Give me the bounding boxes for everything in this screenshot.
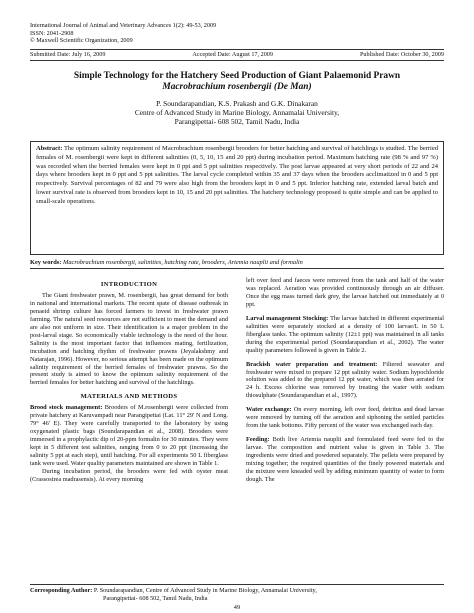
footer-text-2: Parangipettai- 608 502, Tamil Nadu, India <box>103 594 208 602</box>
continued-paragraph: left over feed and faeces were removed from the tank and half of the water was replaced. Aeration was provided continuously through an air diffuser. Once the egg mass turned dark grey, the larvae hatched out immediately at 0 ppt. <box>246 277 444 308</box>
methods-heading: MATERIALS AND METHODS <box>80 393 178 401</box>
affiliation-line-2: Parangipettai- 608 502, Tamil Nadu, India <box>174 117 300 127</box>
header-rule-top <box>30 49 444 50</box>
left-column <box>30 277 228 484</box>
larval-paragraph <box>246 315 444 355</box>
water-paragraph <box>246 406 444 430</box>
brood-label: Brood stock management: <box>30 404 103 412</box>
author-names: P. Soundarapandian, K.S. Prakash and G.K. Dinakaran <box>156 99 318 108</box>
brackish-paragraph <box>246 361 444 401</box>
larval-label: Larval management Stocking: <box>246 314 329 322</box>
copyright: © Maxwell Scientific Organization, 2009 <box>30 37 133 45</box>
keywords-text: Macrobrachium rosenbergii, salinities, hatching rate, brooders, Artemia nauplii and formalin <box>63 259 303 266</box>
footer-label: Corresponding Author: <box>30 587 93 594</box>
intro-paragraph: The Giant freshwater prawn, M. rosenbergii, has great demand for both in national and international markets. The recent spate of disease outbreak in penaeid shrimp culture has forced farmers to invest in freshwater prawn farming. The natural seed resources are not sufficient to meet the demand and are also not uniform in size. Their identification is a major problem in the post-larval stage. So economically viable technology is the need of the hour. Salinity is the most important factor that influences mating, fertilization, incubation and hatching rhythm of freshwater prawns (Jeyalakshmy and Natarajan, 1996). However, no serious attempt has been made on the optimum salinity requirement of the berried females of freshwater prawns. So the present study is aimed to know the optimum salinity requirement of the berried females for better hatching and survival of the hatchlings. <box>30 291 228 387</box>
issn: ISSN: 2041-2908 <box>30 29 74 37</box>
water-text: On every morning, left over feed, detritus and dead larvae were removed by turning off the aeration and siphoning the settled particles from the tank bottoms. Fifty percent of the water was exchanged each day. <box>246 406 444 430</box>
abstract-label: Abstract: <box>36 145 63 152</box>
journal-header <box>30 22 216 45</box>
feeding-text: Both live Artemia nauplii and formulated feed were fed to the larvae. The composition and nutrient value is given in Table 3. The ingredients were dried and powdered separately. The pellets were prepared by mixing together; the required quantities of the finely powered materials and the mixture were kneaded well by adding minimum quantity of water to form dough. The <box>246 436 444 483</box>
footer-text: P. Soundarapandian, Centre of Advanced Study in Marine Biology, Annamalai University, <box>93 587 317 594</box>
abstract-text: The optimum salinity requirement of Macrobrachium rosenbergii brooders for better hatching and survival of hatchlings is studied. The berried females of M. rosenbergii were kept in different salinities (0, 5, 10, 15 and 20 ppt) during incubation period. Maximum hatching rate (98 % and 97 %) was recorded when the berried females were kept in 0 ppt and 5 ppt salinities respectively. The post larvae appeared at very short periods of 22 and 24 days where brooders kept in 0 ppt and 5 ppt salinities. The larval cycle completed within 35 and 37 days when the brooders acclimatized in 0 and 5 ppt respectively. Survival percentages of 82 and 79 were also high from the brooders kept in 0 and 5 ppt. Inferior hatching rate, extended larval batch and lower survival rate is observed from brooders kept in 10, 15 and 20 ppt salinities. The hatchery technology proposed is quite simple and can be applied to small-scale operations. <box>36 145 438 205</box>
intro-heading: INTRODUCTION <box>100 281 158 288</box>
keywords-label: Key words: <box>30 259 62 266</box>
header-rule-bottom <box>30 60 444 61</box>
journal-name: International Journal of Animal and Veterinary Advances 1(2): 49-53, 2009 <box>30 22 217 29</box>
published-date: Published Date: October 30, 2009 <box>359 51 444 58</box>
dates-row <box>30 51 444 58</box>
feeding-paragraph <box>246 436 444 484</box>
submitted-date: Submitted Date: July 16, 2009 <box>30 51 106 58</box>
larval-text: The larvae hatched in different experimental salinities were separately stocked at a density of 100 larvae/L in 50 L fiberglass tanks. The optimum salinity (12±1 ppt) was maintained in all tanks during the experimental period (Soundarapandian et al., 2002). The water quality parameters followed is given in Table 2. <box>246 314 444 354</box>
page-number: 49 <box>233 604 241 611</box>
author-block <box>30 99 444 127</box>
brood-paragraph-2: During incubation period, the brooders were fed with oyster meat (Crassostrea madrasensis). At every morning <box>30 467 228 483</box>
title-line-1: Simple Technology for the Hatchery Seed Production of Giant Palaemonid Prawn <box>73 71 401 81</box>
right-column <box>246 277 444 484</box>
brood-text: Brooders of M.rosenbergii were collected from private hatchery at Karuvampadi near Parangipettai (Lat. 11° 29' N and Long. 79° 46' E). They were carefully transported to the laboratory by using oxygenated plastic bags (Soundarapandian et al., 2008). Brooders were immersed in a prophylactic dip of 20-ppm formalin for 30 minutes. They were kept in 5 different test salinities, ranging from 0 to 20 ppt (increasing the salinity 5 ppt at each step), until hatching. For all experiments 50 L fiberglass tank were used. Water quality parameters maintained are shown in Table 1. <box>30 404 229 468</box>
accepted-date: Accepted Date: August 17, 2009 <box>192 51 273 58</box>
keywords-rule <box>30 268 444 269</box>
keywords <box>30 259 444 267</box>
brackish-text: Filtered seawater and freshwater were mixed to prepare 12 ppt salinity water. Sodium hypochloride solution was added to the prepared 12 ppt water, which was then aerated for 24 h. Excess chlorine was removed by treating the water with sodium thiosulphate (Soundarapandian et al., 1997). <box>246 360 445 400</box>
paper-title <box>30 71 444 93</box>
water-label: Water exchange: <box>246 406 292 414</box>
abstract-box <box>30 141 444 255</box>
affiliation-line-1: Centre of Advanced Study in Marine Biology, Annamalai University, <box>134 108 340 118</box>
corresponding-author <box>30 587 444 602</box>
feeding-label: Feeding: <box>246 436 270 444</box>
brackish-label: Brackish water preparation and treatment: <box>246 360 378 368</box>
footer-rule <box>30 584 444 585</box>
brood-paragraph <box>30 404 228 468</box>
title-line-2: Macrobrachium rosenbergii (De Man) <box>162 82 312 92</box>
